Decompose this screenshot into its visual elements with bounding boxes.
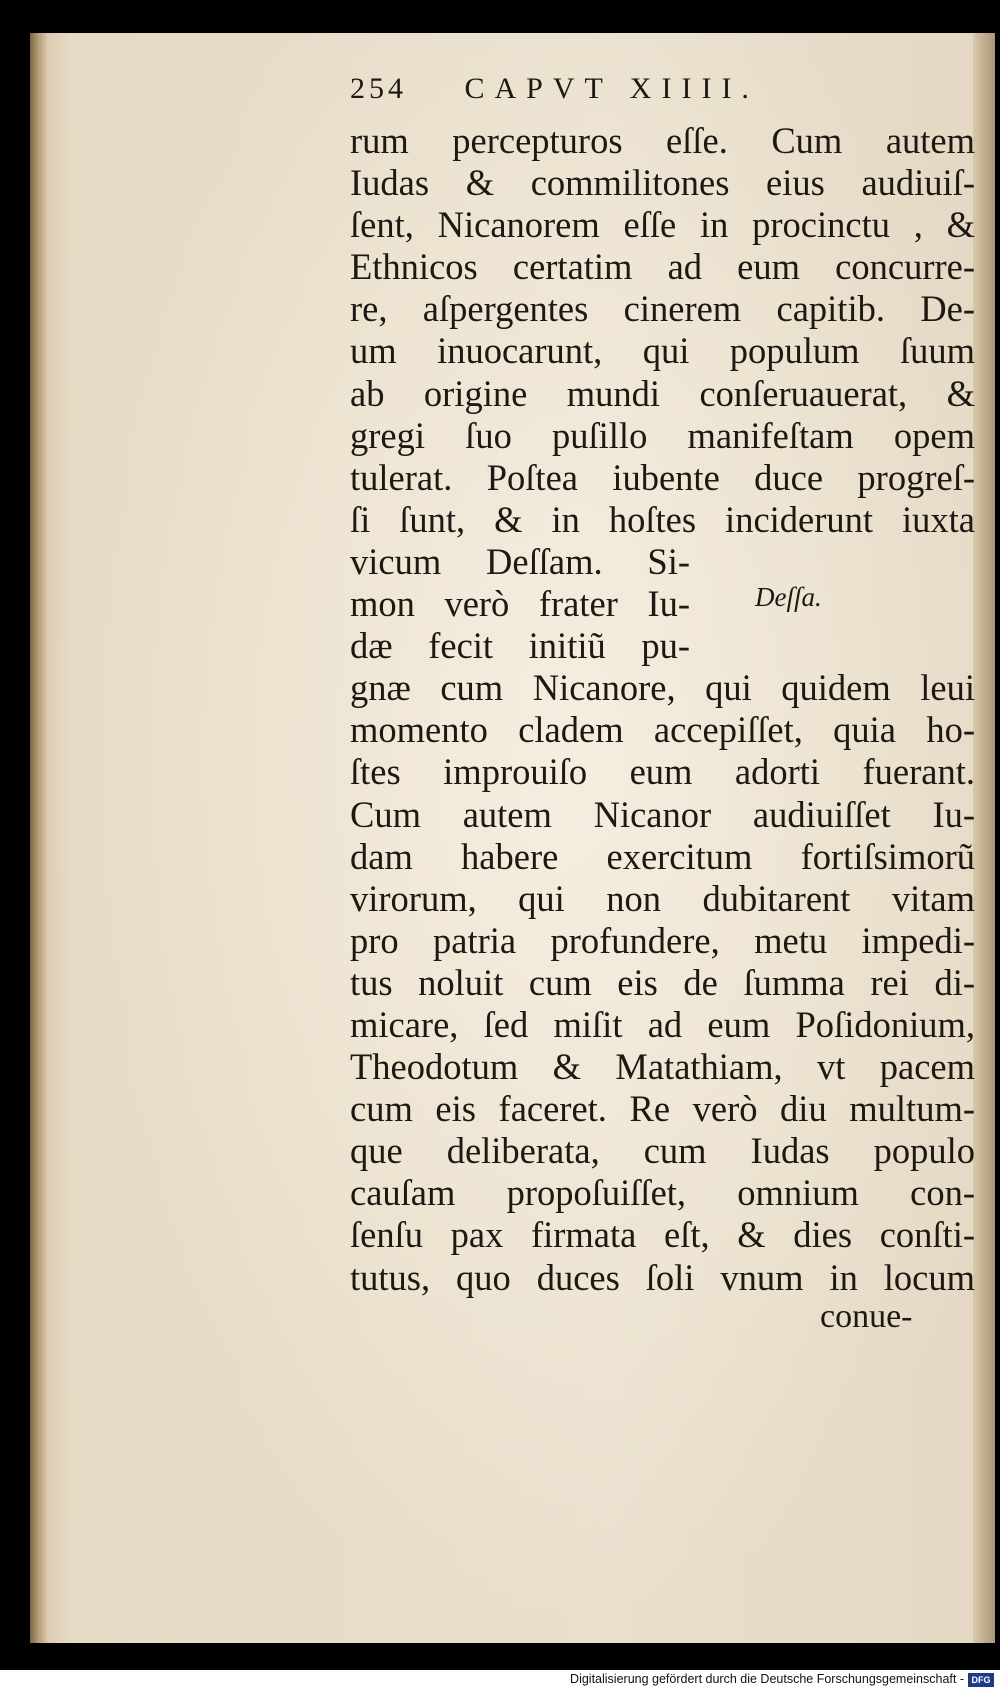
marginal-note: Deſſa. (755, 582, 822, 612)
text-line: vicum Deſſam. Si- (350, 540, 690, 582)
text-line: tulerat. Poſtea iubente duce progreſ- (350, 456, 975, 498)
text-line: ſtes improuiſo eum adorti fuerant. (350, 751, 975, 793)
text-line: virorum, qui non dubitarent vitam (350, 877, 975, 919)
text-line: dæ fecit initiũ pu- (350, 625, 690, 667)
text-line: micare, ſed miſit ad eum Poſidonium, (350, 1003, 975, 1045)
text-line: tutus, quo duces ſoli vnum in locum (350, 1256, 975, 1298)
text-line: cum eis faceret. Re verò diu multum- (350, 1088, 975, 1130)
text-line: ab origine mundi conſeruauerat, & (350, 372, 975, 414)
text-line: Ethnicos certatim ad eum concurre- (350, 246, 975, 288)
text-line: Cum autem Nicanor audiuiſſet Iu- (350, 793, 975, 835)
running-header (350, 72, 910, 106)
text-line: momento cladem accepiſſet, quia ho- (350, 709, 975, 751)
text-line: ſi ſunt, & in hoſtes inciderunt iuxta (350, 498, 975, 540)
text-line: dam habere exercitum fortiſsimorũ (350, 835, 975, 877)
text-line: cauſam propoſuiſſet, omnium con- (350, 1172, 975, 1214)
text-line: rum percepturos eſſe. Cum autem (350, 120, 975, 161)
funding-credit: Digitalisierung gefördert durch die Deutsche Forschungsgemeinschaft - (570, 1672, 964, 1686)
catchword: conue- (820, 1298, 913, 1335)
text-line: ſent, Nicanorem eſſe in procinctu , & (350, 204, 975, 246)
text-line: gregi ſuo puſillo manifeſtam opem (350, 414, 975, 456)
body-text (350, 119, 975, 1298)
text-line: um inuocarunt, qui populum ſuum (350, 330, 975, 372)
running-title: CAPVT XIIII. (464, 72, 759, 105)
page-number: 254 (350, 72, 407, 105)
text-line: re, aſpergentes cinerem capitib. De- (350, 288, 975, 330)
page-fore-edge (973, 33, 995, 1643)
text-line: Theodotum & Matathiam, vt pacem (350, 1046, 975, 1088)
text-line: mon verò frater Iu- (350, 583, 690, 625)
text-line: gnæ cum Nicanore, qui quidem leui (350, 667, 975, 709)
dfg-logo: DFG (968, 1673, 994, 1687)
text-line: tus noluit cum eis de ſumma rei di- (350, 961, 975, 1003)
text-line: ſenſu pax firmata eſt, & dies conſti- (350, 1214, 975, 1256)
text-line: pro patria profundere, metu impedi- (350, 919, 975, 961)
text-line: que deliberata, cum Iudas populo (350, 1130, 975, 1172)
footer-bar (0, 1670, 1000, 1692)
text-line: Iudas & commilitones eius audiuiſ- (350, 162, 975, 204)
page-gutter-shadow (30, 33, 48, 1643)
